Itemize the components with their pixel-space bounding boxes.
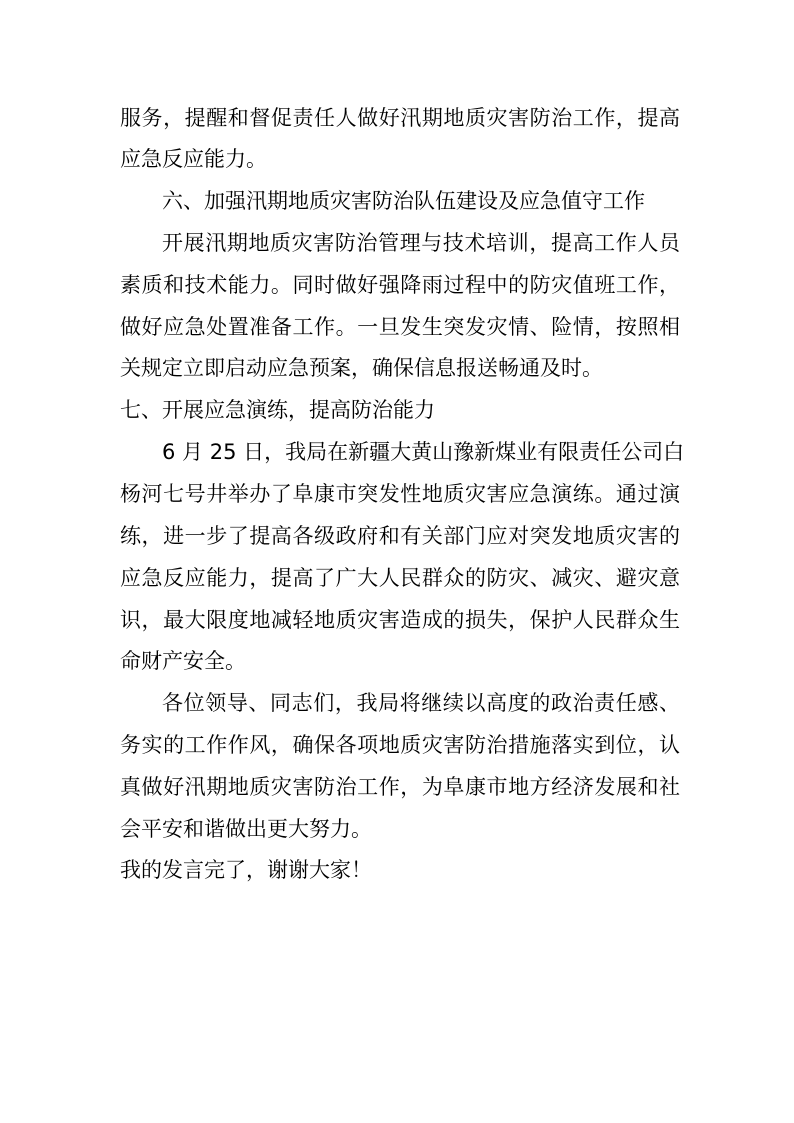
text-line: 应急反应能力。 [120, 147, 267, 171]
text-line: 素质和技术能力。同时做好强降雨过程中的防灾值班工作， [120, 273, 680, 297]
text-line: 识，最大限度地减轻地质灾害造成的损失，保护人民群众生 [120, 608, 680, 632]
text-line: 服务，提醒和督促责任人做好汛期地质灾害防治工作，提高 [120, 106, 680, 130]
text-line: 命财产安全。 [120, 649, 246, 673]
text-line: 6 月 25 日，我局在新疆大黄山豫新煤业有限责任公司白 [162, 440, 685, 464]
text-line: 应急反应能力，提高了广大人民群众的防灾、减灾、避灾意 [120, 566, 680, 590]
section-heading: 七、开展应急演练，提高防治能力 [120, 398, 435, 422]
text-line: 练，进一步了提高各级政府和有关部门应对突发地质灾害的 [120, 524, 680, 548]
text-line: 会平安和谐做出更大努力。 [120, 817, 372, 841]
text-line: 各位领导、同志们，我局将继续以高度的政治责任感、 [162, 691, 680, 715]
text-line: 关规定立即启动应急预案，确保信息报送畅通及时。 [120, 356, 603, 380]
text-line: 杨河七号井举办了阜康市突发性地质灾害应急演练。通过演 [120, 482, 680, 506]
section-heading: 六、加强汛期地质灾害防治队伍建设及应急值守工作 [162, 189, 645, 213]
closing-line: 我的发言完了，谢谢大家！ [120, 858, 372, 882]
text-line: 真做好汛期地质灾害防治工作，为阜康市地方经济发展和社 [120, 775, 680, 799]
text-line: 做好应急处置准备工作。一旦发生突发灾情、险情，按照相 [120, 315, 680, 339]
text-line: 务实的工作作风，确保各项地质灾害防治措施落实到位，认 [120, 733, 680, 757]
text-line: 开展汛期地质灾害防治管理与技术培训，提高工作人员 [162, 231, 680, 255]
